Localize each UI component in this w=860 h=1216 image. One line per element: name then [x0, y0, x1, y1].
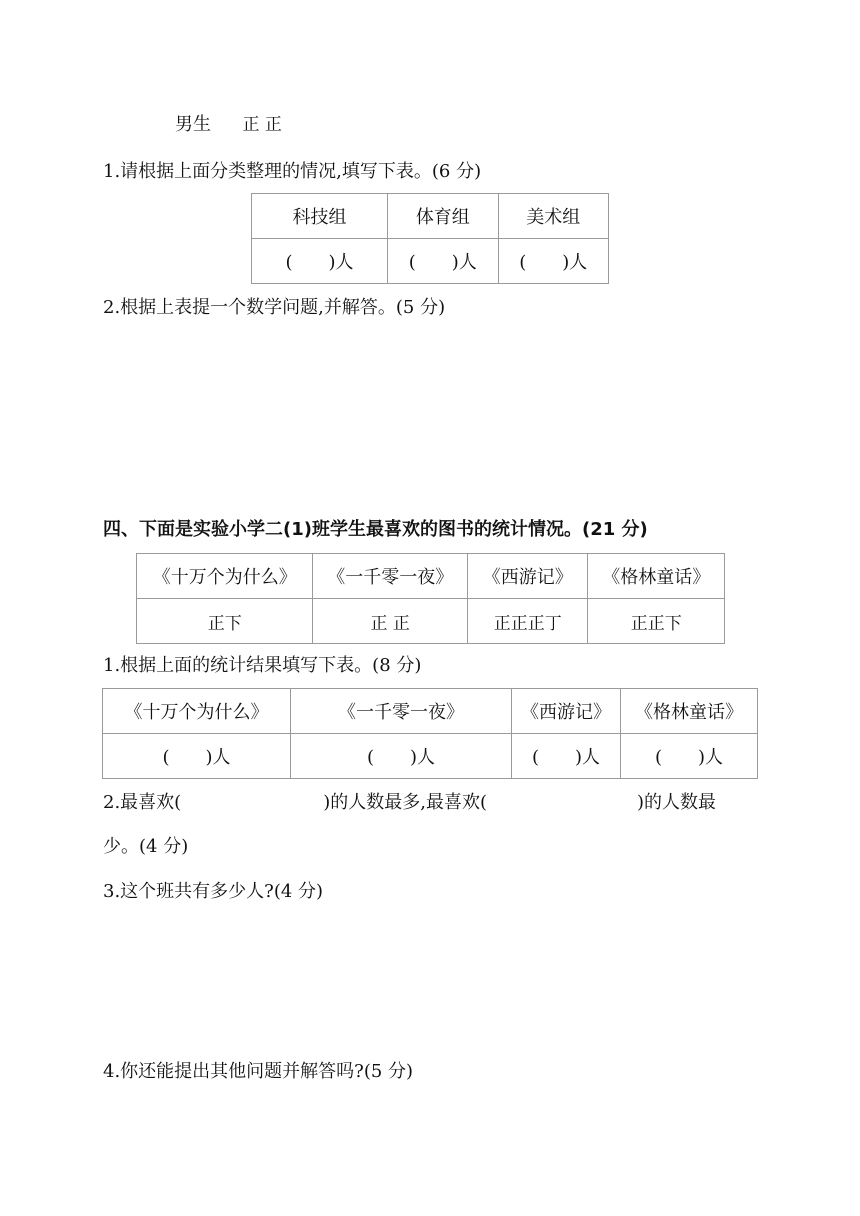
question-4-4: 4.你还能提出其他问题并解答吗?(5 分): [103, 1061, 414, 1082]
tally-cell: 正下: [137, 599, 313, 644]
header-cell: 《格林童话》: [621, 689, 758, 734]
header-cell: 《格林童话》: [588, 554, 725, 599]
answer-cell[interactable]: ( )人: [103, 734, 291, 779]
answer-cell[interactable]: ( )人: [512, 734, 621, 779]
question-text: )的人数最多,最喜欢(: [323, 792, 487, 813]
table-header-row: [103, 689, 758, 734]
table-answer-row: [252, 239, 609, 284]
header-cell: 《一千零一夜》: [313, 554, 468, 599]
header-cell: 《西游记》: [512, 689, 621, 734]
answer-cell[interactable]: ( )人: [291, 734, 512, 779]
question-4-1: 1.根据上面的统计结果填写下表。(8 分): [103, 655, 422, 676]
header-cell: 《十万个为什么》: [137, 554, 313, 599]
table-book-counts: [102, 688, 758, 779]
header-cell: 《十万个为什么》: [103, 689, 291, 734]
tally-cell: 正正下: [588, 599, 725, 644]
tally-marks: 正 正: [242, 115, 282, 135]
tally-cell: 正正正丁: [467, 599, 587, 644]
question-4-2-cont: 少。(4 分): [103, 836, 189, 857]
table-answer-row: [103, 734, 758, 779]
table-groups: [251, 193, 609, 284]
answer-cell[interactable]: ( )人: [252, 239, 388, 284]
question-3-2: 2.根据上表提一个数学问题,并解答。(5 分): [103, 297, 446, 318]
answer-cell[interactable]: ( )人: [621, 734, 758, 779]
table-book-tally: [136, 553, 725, 644]
question-text: )的人数最: [636, 792, 717, 813]
header-cell: 美术组: [498, 194, 608, 239]
table-header-row: [252, 194, 609, 239]
tally-row-boys: [175, 113, 282, 137]
header-cell: 科技组: [252, 194, 388, 239]
header-cell: 体育组: [388, 194, 498, 239]
answer-cell[interactable]: ( )人: [388, 239, 498, 284]
tally-label: 男生: [175, 114, 211, 135]
header-cell: 《一千零一夜》: [291, 689, 512, 734]
table-tally-row: [137, 599, 725, 644]
question-3-1: 1.请根据上面分类整理的情况,填写下表。(6 分): [103, 161, 482, 182]
header-cell: 《西游记》: [467, 554, 587, 599]
tally-cell: 正 正: [313, 599, 468, 644]
table-header-row: [137, 554, 725, 599]
question-4-3: 3.这个班共有多少人?(4 分): [103, 881, 324, 902]
question-4-2: [103, 791, 759, 815]
answer-cell[interactable]: ( )人: [498, 239, 608, 284]
section-4-title: 四、下面是实验小学二(1)班学生最喜欢的图书的统计情况。(21 分): [103, 519, 648, 540]
question-text: 2.最喜欢(: [103, 792, 182, 813]
